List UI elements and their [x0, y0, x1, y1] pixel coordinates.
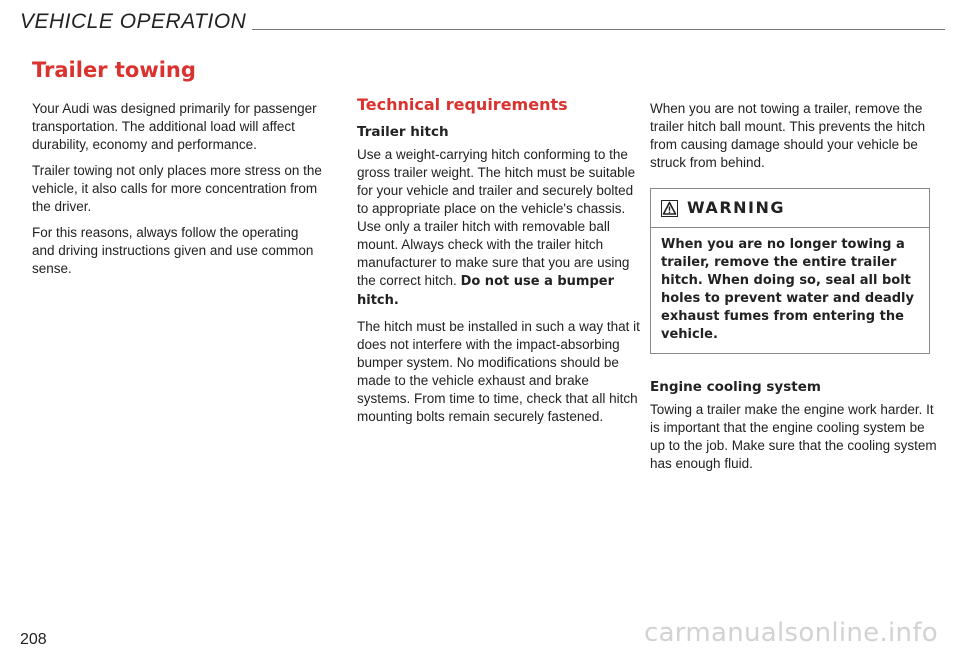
- warning-box: [650, 188, 930, 354]
- watermark: carmanualsonline.info: [643, 618, 938, 648]
- stress-paragraph: Trailer towing not only places more stress on the vehicle, it also calls for more concentration from the driver.: [32, 163, 322, 214]
- warning-triangle-icon: [661, 200, 678, 217]
- installation-paragraph: The hitch must be installed in such a way that it does not interfere with the impact-absorbing bumper system. No modifications should be made to the vehicle exhaust and brake systems. From time to time, check that all hitch mounting bolts remain securely fastened.: [357, 319, 640, 424]
- page-number: 208: [20, 631, 47, 648]
- section-title: VEHICLE OPERATION: [20, 10, 247, 33]
- trailer-hitch-heading: Trailer hitch: [357, 124, 449, 140]
- intro-paragraph: Your Audi was designed primarily for passenger transportation. The additional load will affect durability, economy and performance.: [32, 101, 317, 152]
- bumper-hitch-warning: Do not use a bumper hitch.: [357, 274, 615, 308]
- warning-text: When you are no longer towing a trailer, remove the entire trailer hitch. When doing so, seal all bolt holes to prevent water and deadly exhaust fumes from entering the vehicle.: [661, 237, 914, 342]
- engine-cooling-section: [650, 378, 940, 473]
- hitch-paragraph: [357, 146, 641, 310]
- right-column: [650, 100, 940, 481]
- warning-title: WARNING: [687, 198, 785, 217]
- remove-ball-mount-paragraph: When you are not towing a trailer, remove the trailer hitch ball mount. This prevents the hitch from causing damage should your vehicle be struck from behind.: [650, 101, 926, 170]
- left-column: [32, 100, 322, 286]
- engine-cooling-heading: Engine cooling system: [650, 379, 821, 395]
- middle-column: [357, 95, 641, 434]
- instructions-paragraph: For this reasons, always follow the operating and driving instructions given and use common sense.: [32, 225, 314, 276]
- hitch-text: Use a weight-carrying hitch conforming to the gross trailer weight. The hitch must be suitable for your vehicle and trailer and securely bolted to appropriate place on the vehicle's chassis. Use only a trailer hitch with removable ball mount. Always check with the trailer hitch manufacturer to make sure that you are using the correct hitch.: [357, 147, 636, 288]
- header-rule: [252, 29, 945, 30]
- technical-requirements-heading: Technical requirements: [357, 95, 568, 114]
- page-title: Trailer towing: [32, 58, 196, 82]
- engine-cooling-paragraph: Towing a trailer make the engine work harder. It is important that the engine cooling system be up to the job. Make sure that the cooling system has enough fluid.: [650, 402, 937, 471]
- page-header: [20, 8, 945, 40]
- warning-header: [651, 189, 929, 228]
